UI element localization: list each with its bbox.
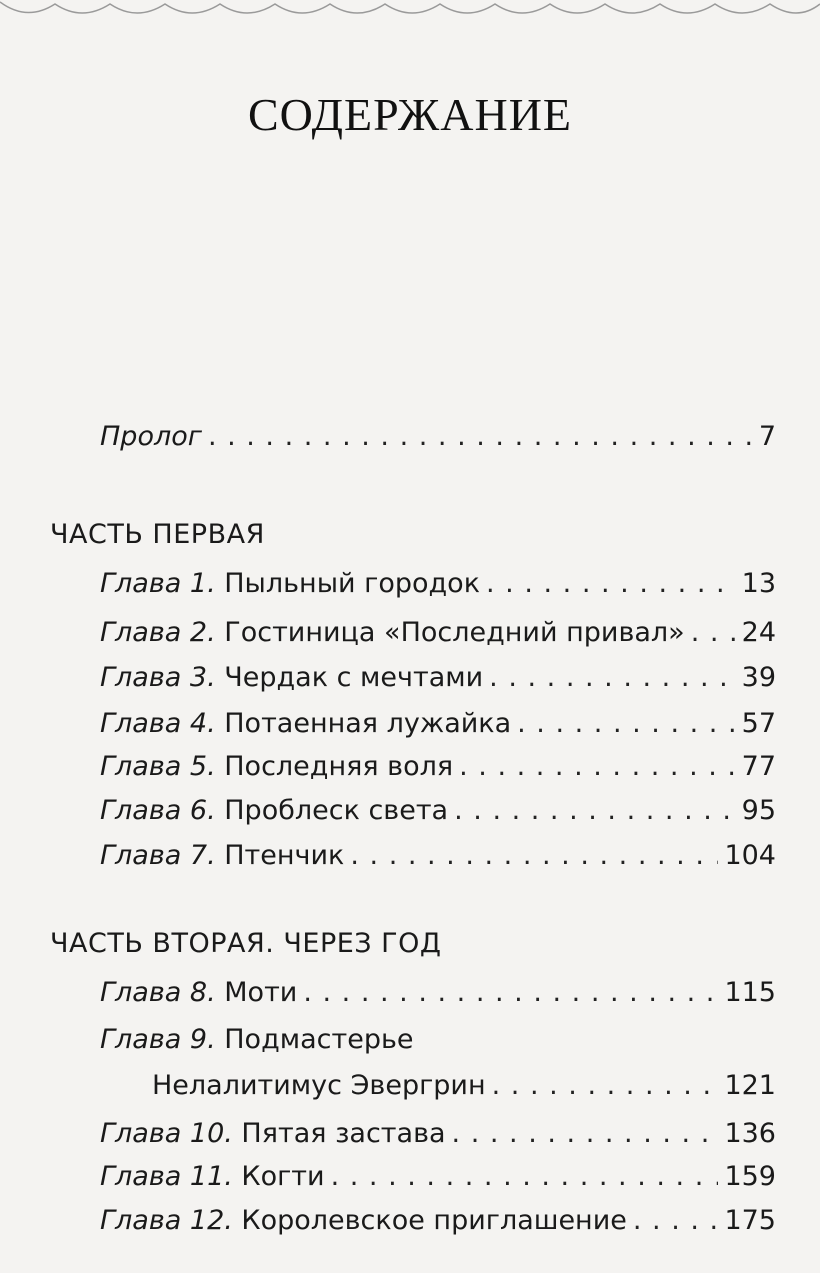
chapter-title: Чердак с мечтами [224,662,484,693]
chapter-number: Глава 7. [100,840,216,871]
chapter-title: Проблеск света [224,795,449,826]
chapter-title: Подмастерье [224,1024,414,1055]
part-heading: ЧАСТЬ ПЕРВАЯ [50,519,265,550]
chapter-number: Глава 5. [100,751,216,782]
toc-entry-chapter-9[interactable] [100,1020,776,1060]
page-number: 7 [758,421,776,452]
page-number: 159 [724,1161,776,1192]
dot-leader [350,836,718,876]
chapter-number: Глава 2. [100,617,216,648]
chapter-title: Моти [224,977,298,1008]
toc-entry-chapter-5[interactable] [100,747,776,787]
dot-leader [208,417,753,457]
dot-leader [691,613,736,653]
dot-leader [517,704,736,744]
dot-leader [489,658,735,698]
toc-entry-prologue[interactable] [100,417,776,457]
dot-leader [486,564,736,604]
chapter-title: Последняя воля [224,751,454,782]
chapter-title: Пыльный городок [224,568,480,599]
toc-entry-chapter-10[interactable] [100,1114,776,1154]
chapter-title: Когти [241,1161,325,1192]
toc-entry-chapter-11[interactable] [100,1157,776,1197]
toc-entry-chapter-4[interactable] [100,704,776,744]
chapter-title: Потаенная лужайка [224,708,512,739]
dot-leader [331,1157,719,1197]
page-number: 13 [741,568,776,599]
chapter-number: Глава 1. [100,568,216,599]
page-number: 104 [724,840,776,871]
page-number: 24 [741,617,776,648]
top-scallop-border [0,0,820,22]
chapter-title: Птенчик [224,840,345,871]
page-number: 39 [741,662,776,693]
chapter-title-continuation: Нелалитимус Эвергрин [152,1070,486,1101]
chapter-number: Глава 11. [100,1161,233,1192]
chapter-title: Королевское приглашение [241,1205,627,1236]
page-title: СОДЕРЖАНИЕ [247,89,573,140]
toc-entry-chapter-3[interactable] [100,658,776,698]
toc-entry-chapter-12[interactable] [100,1201,776,1241]
toc-entry-chapter-6[interactable] [100,791,776,831]
page-number: 121 [724,1070,776,1101]
toc-entry-chapter-7[interactable] [100,836,776,876]
chapter-number: Глава 4. [100,708,216,739]
dot-leader [452,1114,719,1154]
page-number: 57 [741,708,776,739]
chapter-title: Гостиница «Последний привал» [224,617,685,648]
page-number: 136 [724,1118,776,1149]
chapter-number: Глава 6. [100,795,216,826]
dot-leader [633,1201,719,1241]
dot-leader [459,747,736,787]
chapter-number: Глава 10. [100,1118,233,1149]
page-number: 77 [741,751,776,782]
dot-leader [454,791,736,831]
toc-entry-chapter-9-continuation[interactable] [152,1066,776,1106]
part-heading: ЧАСТЬ ВТОРАЯ. ЧЕРЕЗ ГОД [50,928,442,959]
chapter-number: Глава 9. [100,1024,216,1055]
toc-entry-chapter-1[interactable] [100,564,776,604]
chapter-number: Глава 3. [100,662,216,693]
dot-leader [303,973,718,1013]
toc-entry-chapter-2[interactable] [100,613,776,653]
toc-entry-chapter-8[interactable] [100,973,776,1013]
page-number: 175 [724,1205,776,1236]
chapter-number: Глава 8. [100,977,216,1008]
page-number: 95 [741,795,776,826]
page-number: 115 [724,977,776,1008]
chapter-number: Глава 12. [100,1205,233,1236]
dot-leader [492,1066,719,1106]
chapter-title: Пятая застава [241,1118,446,1149]
prologue-label: Пролог [100,421,202,452]
